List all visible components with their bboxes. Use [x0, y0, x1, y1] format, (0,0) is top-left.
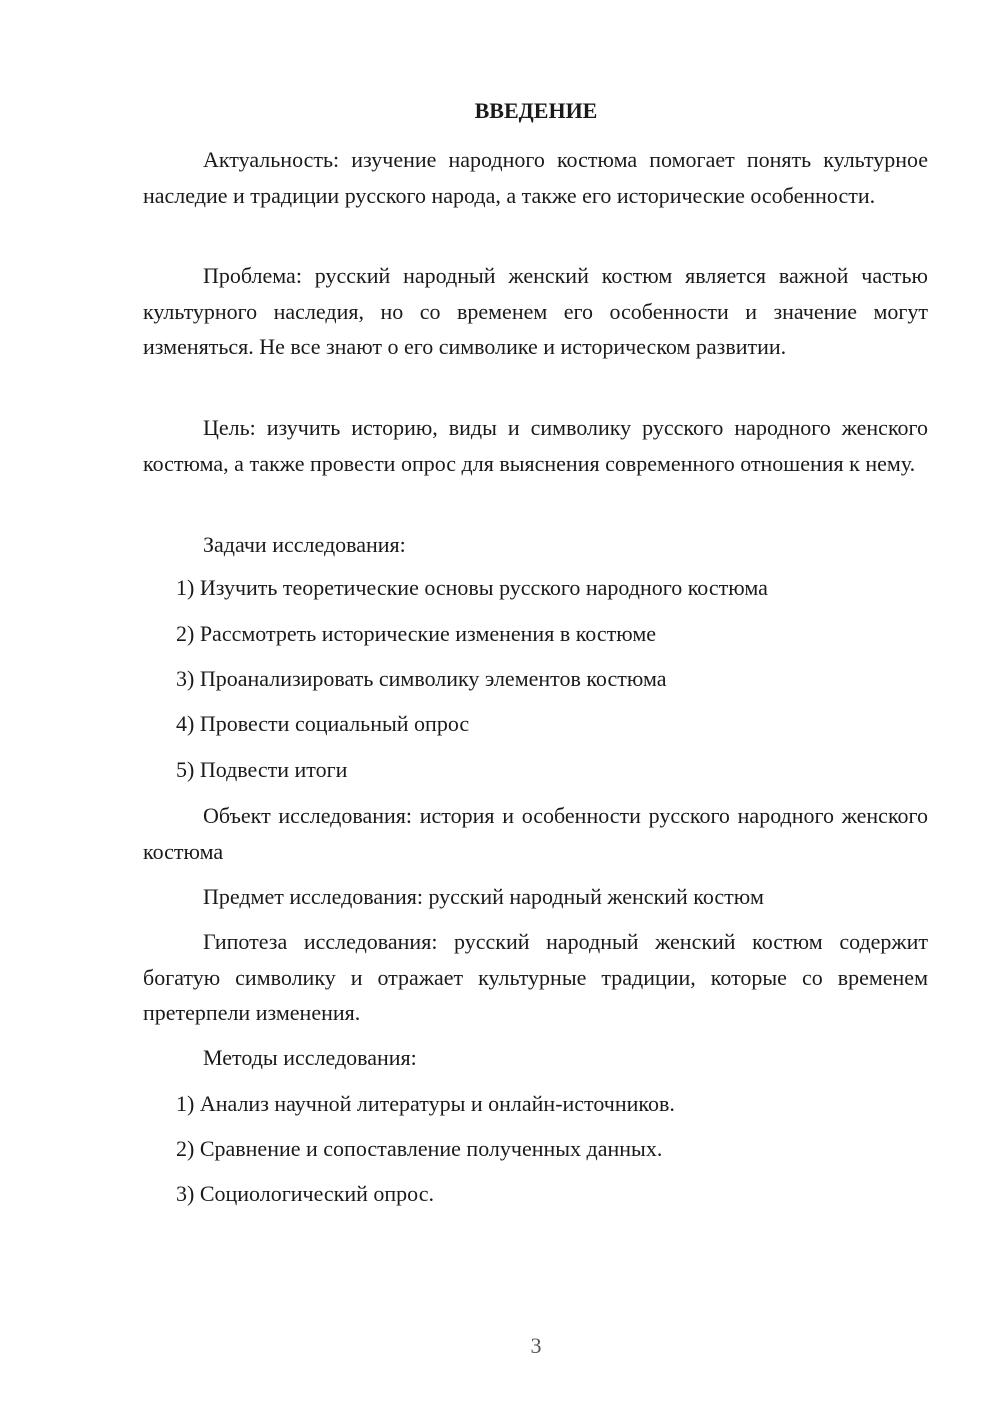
task-item: 4) Провести социальный опрос [176, 711, 470, 736]
page-title: ВВЕДЕНИЕ [474, 98, 598, 123]
method-item: 3) Социологический опрос. [176, 1181, 434, 1206]
problem-paragraph: Проблема: русский народный женский костюм является важной частью культурного наследия, но со временем его особенности и значение могут изменяться. Не все знают о его символике и историческом развитии. [143, 263, 928, 359]
task-item: 1) Изучить теоретические основы русского народного костюма [176, 575, 768, 600]
page-number: 3 [530, 1333, 542, 1358]
hypothesis-paragraph: Гипотеза исследования: русский народный женский костюм содержит богатую символику и отражает культурные традиции, которые со временем претерпели изменения. [143, 929, 928, 1025]
task-item: 5) Подвести итоги [176, 757, 348, 782]
method-item: 1) Анализ научной литературы и онлайн-источников. [176, 1091, 675, 1116]
task-item: 2) Рассмотреть исторические изменения в костюме [176, 621, 657, 646]
tasks-heading: Задачи исследования: [203, 532, 406, 557]
subject-paragraph: Предмет исследования: русский народный женский костюм [203, 884, 764, 909]
goal-paragraph: Цель: изучить историю, виды и символику русского народного женского костюма, а также провести опрос для выяснения современного отношения к нему. [143, 415, 928, 476]
object-paragraph: Объект исследования: история и особенности русского народного женского костюма [143, 803, 928, 864]
relevance-paragraph: Актуальность: изучение народного костюма помогает понять культурное наследие и традиции русского народа, а также его исторические особенности. [143, 147, 928, 208]
task-item: 3) Проанализировать символику элементов костюма [176, 666, 667, 691]
methods-heading: Методы исследования: [203, 1045, 417, 1070]
method-item: 2) Сравнение и сопоставление полученных данных. [176, 1136, 663, 1161]
